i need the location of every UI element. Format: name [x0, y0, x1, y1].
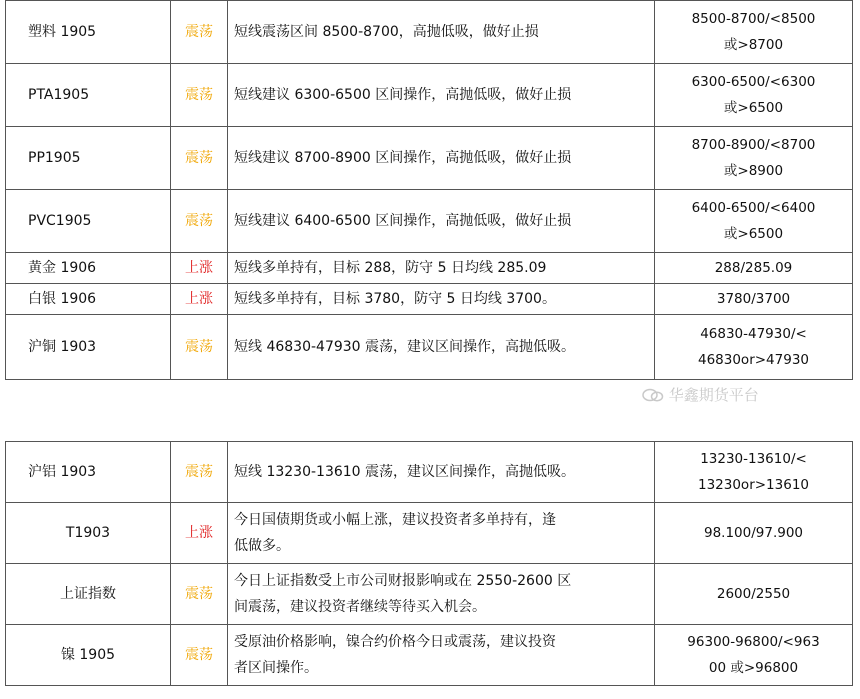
trend-signal: 震荡: [171, 564, 228, 625]
price-target-line: 6300-6500/<6300: [691, 74, 816, 90]
strategy-advice: [228, 564, 655, 625]
trend-signal: 上涨: [171, 284, 228, 315]
strategy-advice: 短线震荡区间 8500-8700，高抛低吸，做好止损: [228, 1, 655, 64]
table-row: [6, 315, 853, 380]
price-target-line: 46830-47930/<: [700, 326, 807, 342]
price-target-line: 或>8700: [723, 37, 784, 53]
table-row: [6, 564, 853, 625]
strategy-advice: 短线多单持有，目标 3780，防守 5 日均线 3700。: [228, 284, 655, 315]
table-row: [6, 127, 853, 190]
price-target-line: 96300-96800/<963: [687, 634, 820, 650]
table-row: [6, 190, 853, 253]
table-row: [6, 503, 853, 564]
trend-signal: 震荡: [171, 442, 228, 503]
price-target-line: 6400-6500/<6400: [691, 200, 816, 216]
advice-line: 受原油价格影响，镍合约价格今日或震荡，建议投资: [234, 634, 556, 650]
trend-signal: 上涨: [171, 503, 228, 564]
trend-signal: 上涨: [171, 253, 228, 284]
trend-signal: 震荡: [171, 190, 228, 253]
trend-signal: 震荡: [171, 315, 228, 380]
table-row: [6, 625, 853, 686]
contract-name: PP1905: [6, 127, 171, 190]
contract-name: PTA1905: [6, 64, 171, 127]
advice-line: 低做多。: [234, 538, 290, 554]
contract-name: 白银 1906: [6, 284, 171, 315]
price-target-line: 8700-8900/<8700: [691, 137, 816, 153]
price-target-line: 或>6500: [723, 100, 784, 116]
table-row: [6, 284, 853, 315]
advice-line: 者区间操作。: [234, 660, 318, 676]
price-target: 288/285.09: [655, 253, 853, 284]
futures-table-1: [5, 0, 853, 380]
price-target: 98.100/97.900: [655, 503, 853, 564]
table-row: [6, 442, 853, 503]
strategy-advice: [228, 503, 655, 564]
price-target: [655, 442, 853, 503]
table-row: [6, 253, 853, 284]
advice-line: 今日国债期货或小幅上涨，建议投资者多单持有，逢: [234, 512, 556, 528]
contract-name: 沪铜 1903: [6, 315, 171, 380]
strategy-advice: 短线建议 6400-6500 区间操作，高抛低吸，做好止损: [228, 190, 655, 253]
price-target: [655, 127, 853, 190]
price-target: [655, 315, 853, 380]
strategy-advice: 短线建议 6300-6500 区间操作，高抛低吸，做好止损: [228, 64, 655, 127]
contract-name: PVC1905: [6, 190, 171, 253]
price-target: 3780/3700: [655, 284, 853, 315]
price-target: 2600/2550: [655, 564, 853, 625]
trend-signal: 震荡: [171, 64, 228, 127]
price-target-line: 或>8900: [723, 163, 784, 179]
trend-signal: 震荡: [171, 127, 228, 190]
price-target-line: 46830or>47930: [697, 352, 809, 368]
advice-line: 间震荡，建议投资者继续等待买入机会。: [234, 599, 486, 615]
watermark: [642, 384, 759, 405]
strategy-advice: 短线建议 8700-8900 区间操作，高抛低吸，做好止损: [228, 127, 655, 190]
contract-name: T1903: [6, 503, 171, 564]
price-target-line: 8500-8700/<8500: [691, 11, 816, 27]
watermark-text: 华鑫期货平台: [668, 386, 759, 404]
strategy-advice: 短线 46830-47930 震荡，建议区间操作，高抛低吸。: [228, 315, 655, 380]
price-target-line: 或>6500: [723, 226, 784, 242]
table-row: [6, 1, 853, 64]
strategy-advice: 短线多单持有，目标 288，防守 5 日均线 285.09: [228, 253, 655, 284]
contract-name: 上证指数: [6, 564, 171, 625]
table-row: [6, 64, 853, 127]
wechat-icon: [642, 388, 664, 402]
price-target: [655, 190, 853, 253]
contract-name: 镍 1905: [6, 625, 171, 686]
price-target: [655, 1, 853, 64]
advice-line: 今日上证指数受上市公司财报影响或在 2550-2600 区: [234, 573, 572, 589]
price-target: [655, 625, 853, 686]
contract-name: 黄金 1906: [6, 253, 171, 284]
price-target-line: 00 或>96800: [708, 660, 799, 676]
futures-table-2: [5, 441, 853, 686]
strategy-advice: [228, 625, 655, 686]
price-target: [655, 64, 853, 127]
price-target-line: 13230-13610/<: [700, 451, 807, 467]
strategy-advice: 短线 13230-13610 震荡，建议区间操作，高抛低吸。: [228, 442, 655, 503]
trend-signal: 震荡: [171, 625, 228, 686]
trend-signal: 震荡: [171, 1, 228, 64]
contract-name: 塑料 1905: [6, 1, 171, 64]
contract-name: 沪铝 1903: [6, 442, 171, 503]
price-target-line: 13230or>13610: [697, 477, 809, 493]
